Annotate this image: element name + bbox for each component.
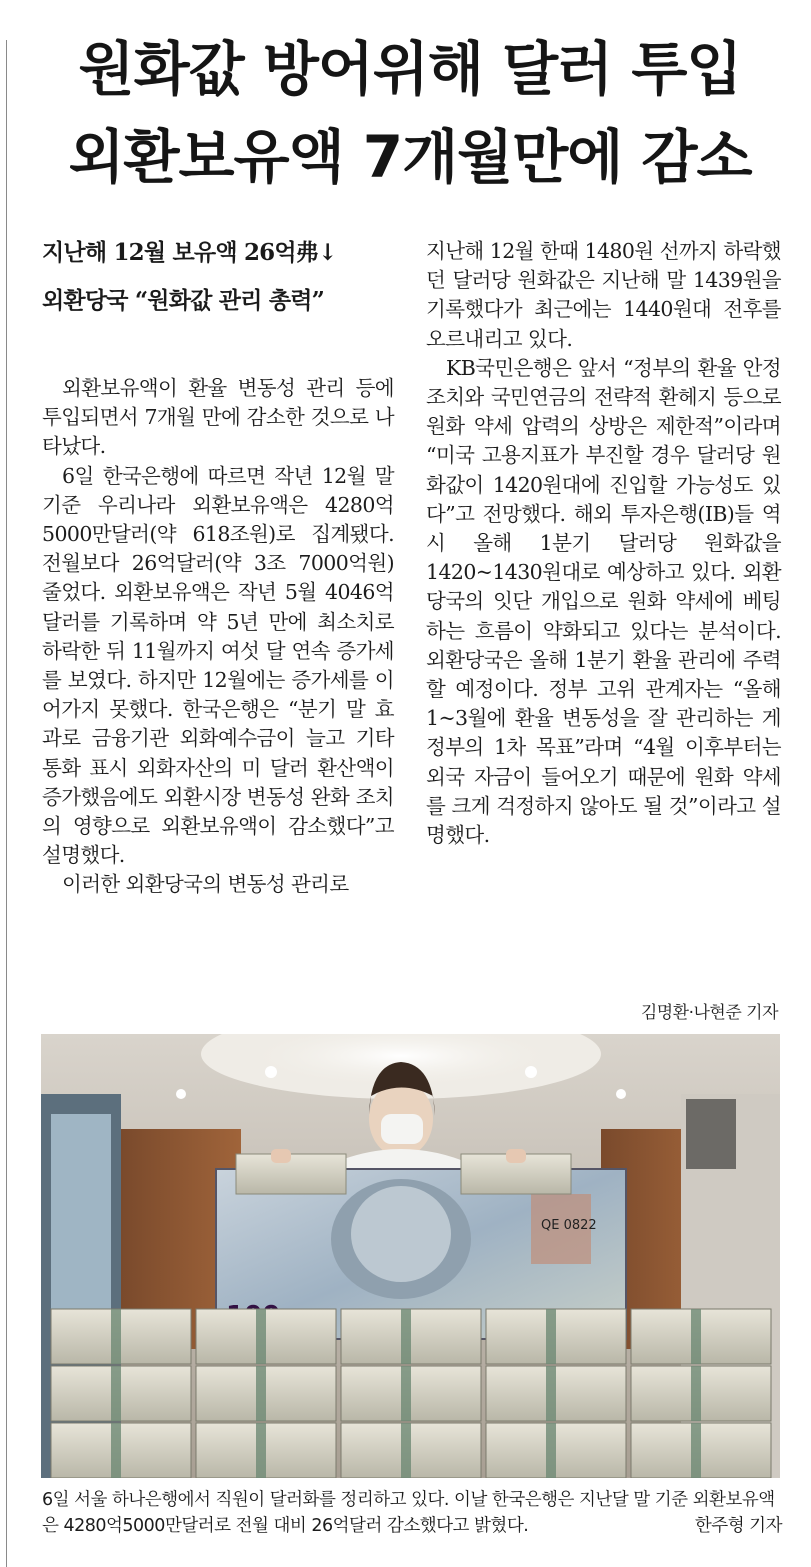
headline-line-2: 외환보유액 7개월만에 감소 xyxy=(68,123,752,191)
photo-credit: 한주형 기자 xyxy=(694,1516,782,1536)
subheadline-line-1: 지난해 12월 보유액 26억弗↓ xyxy=(42,239,337,266)
photo-caption xyxy=(42,1487,782,1539)
news-photo xyxy=(41,1034,780,1478)
subheadline-line-2: 외환당국 “원화값 관리 총력” xyxy=(42,287,325,314)
article-paragraph: 지난해 12월 한때 1480원 선까지 하락했던 달러당 원화값은 지난해 말 1439원을 기록했다가 최근에는 1440원대 전후를 오르내리고 있다. xyxy=(426,239,781,351)
article-paragraph: 외환보유액이 환율 변동성 관리 등에 투입되면서 7개월 만에 감소한 것으로 나타났다. xyxy=(42,376,394,459)
headline-line-1: 원화값 방어위해 달러 투입 xyxy=(78,35,742,103)
byline: 김명환·나현준 기자 xyxy=(640,1003,778,1023)
article-column-left xyxy=(42,374,394,900)
photo-illustration xyxy=(41,1034,780,1478)
article-paragraph: 이러한 외환당국의 변동성 관리로 xyxy=(62,872,349,897)
article-paragraph: KB국민은행은 앞서 “정부의 환율 안정 조치와 국민연금의 전략적 환헤지 등으로 원화 약세 압력의 상방은 제한적”이라며 “미국 고용지표가 부진할 경우 달러당 원화값이 1420원대에 진입할 가능성도 있다”고 전망했다. 해외 투자은행(IB)들 역시 올해 1분기 달러당 원화값을 1420~1430원대로 예상하고 있다. 외환당국의 잇단 개입으로 원화 약세에 베팅하는 흐름이 약화되고 있다는 분석이다. 외환당국은 올해 1분기 환율 관리에 주력할 예정이다. 정부 고위 관계자는 “올해 1~3월에 환율 변동성을 잘 관리하는 게 정부의 1차 목표”라며 “4월 이후부터는 외국 자금이 들어오기 때문에 원화 약세를 크게 걱정하지 않아도 될 것”이라고 설명했다. xyxy=(426,355,781,848)
article-column-right xyxy=(426,237,781,850)
article-paragraph: 6일 한국은행에 따르면 작년 12월 말 기준 우리나라 외환보유액은 4280억5000만달러(약 618조원)로 집계됐다. 전월보다 26억달러(약 3조 7000억원) 줄었다. 외환보유액은 작년 5월 4046억달러를 기록하며 약 5년 만에 최소치로 하락한 뒤 11월까지 여섯 달 연속 증가세를 보였다. 하지만 12월에는 증가세를 이어가지 못했다. 한국은행은 “분기 말 효과로 금융기관 외화예수금이 늘고 기타 통화 표시 외화자산의 미 달러 환산액이 증가했음에도 외환시장 변동성 완화 조치의 영향으로 외환보유액이 감소했다”고 설명했다. xyxy=(42,463,394,868)
banknote-serial: QE 0822 xyxy=(541,1218,597,1233)
caption-text: 6일 서울 하나은행에서 직원이 달러화를 정리하고 있다. 이날 한국은행은 지난달 말 기준 외환보유액은 4280억5000만달러로 전월 대비 26억달러 감소했다고 밝혔다. xyxy=(42,1490,775,1536)
column-rule xyxy=(6,40,7,1567)
